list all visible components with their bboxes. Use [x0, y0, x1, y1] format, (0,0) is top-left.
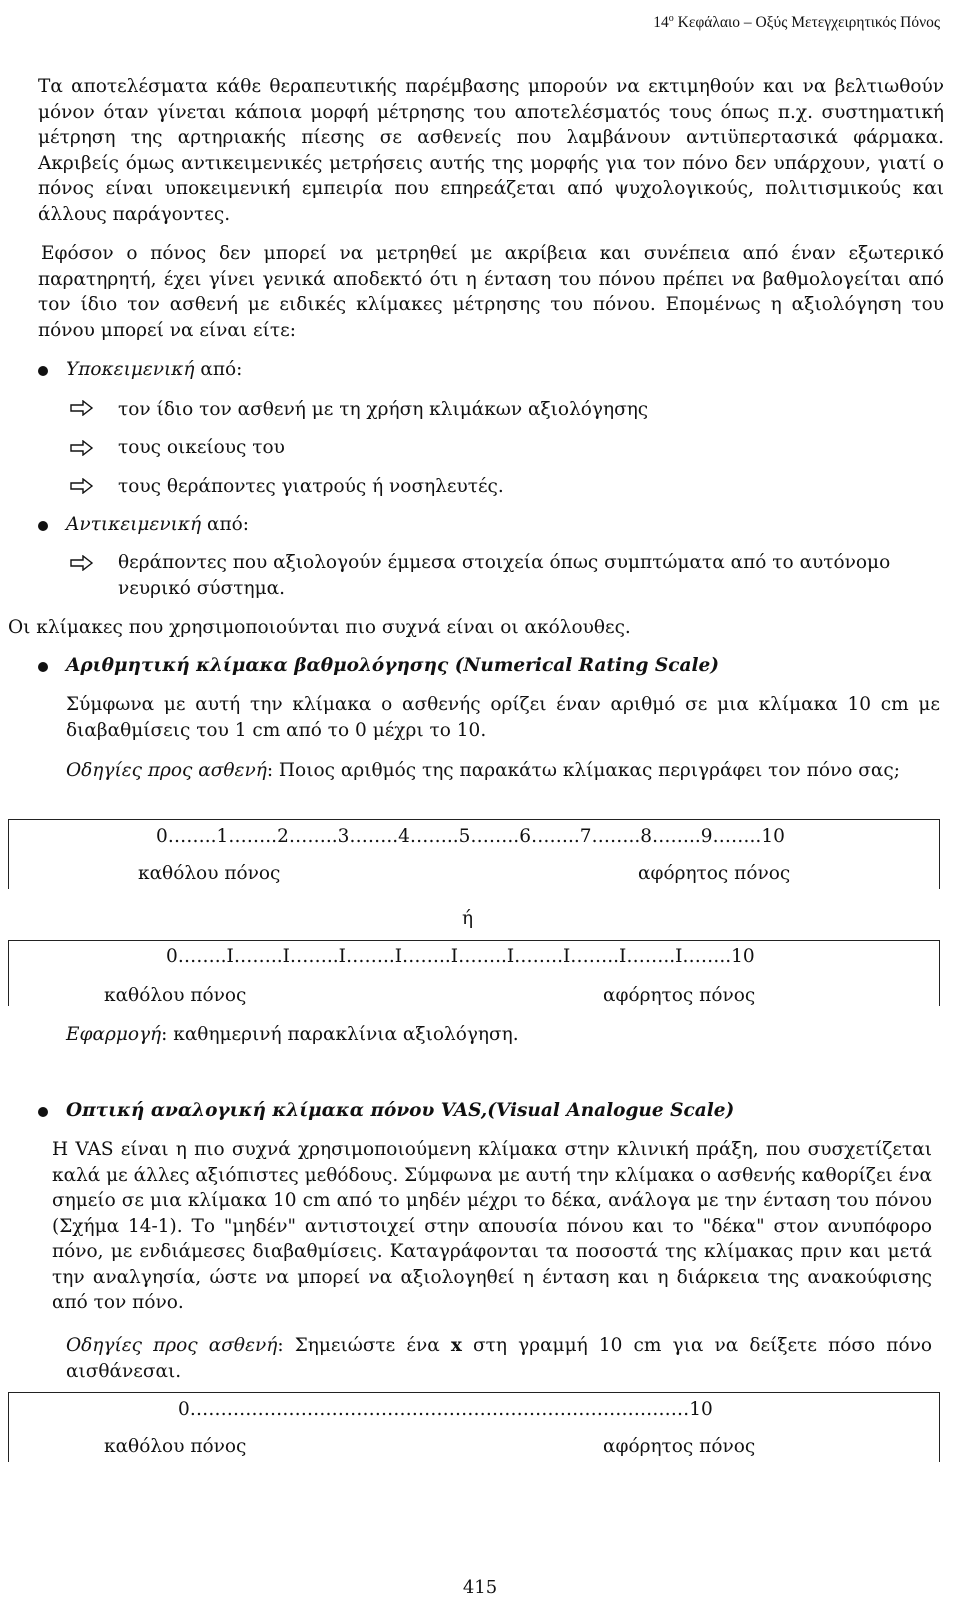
vas-description: Η VAS είναι η πιο συχνά χρησιμοποιούμενη κλίμακα στην κλινική πράξη, που συσχετίζεται καλά με άλλες αξιόπιστες μεθόδους. Σύμφωνα με αυτή την κλίμακα ο ασθενής καθορίζει ένα σημείο σε μια κλίμακα 10 cm από το μηδέν μέχρι το δέκα, ανάλογα με την ένταση του πόνου (Σχήμα 14-1). Το "μηδέν" αντιστοιχεί στην απουσία πόνου και το "δέκα" στον ανυπόφορο πόνο, με ενδιάμεσες διαβαθμίσεις. Καταγράφονται τα ποσοστά της κλίμακας πριν και μετά την αναλγησία, ώστε να μπορεί να αξιολογηθεί η ένταση και η διάρκεια της ανακούφισης από τον πόνο. — [52, 1139, 932, 1313]
objective-item: θεράποντες που αξιολογούν έμμεσα στοιχεία όπως συμπτώματα από το αυτόνομο νευρικό σύστημα. — [118, 552, 891, 599]
arrow-icon — [70, 555, 94, 571]
subjective-suffix: από: — [194, 359, 243, 380]
subjective-term: Υποκειμενική — [66, 359, 195, 380]
bullet-dot — [38, 662, 48, 672]
box-rule — [8, 1392, 940, 1393]
vas-left-label: καθόλου πόνος — [104, 1436, 247, 1457]
subjective-item: τους θεράποντες γιατρούς ή νοσηλευτές. — [118, 476, 504, 497]
nrs-heading: Αριθμητική κλίμακα βαθμολόγησης (Numerical Rating Scale) — [66, 655, 720, 676]
nrs-description: Σύμφωνα με αυτή την κλίμακα ο ασθενής ορίζει έναν αριθμό σε μια κλίμακα 10 cm με διαβαθμίσεις του 1 cm από το 0 μέχρι το 10. — [66, 694, 940, 741]
box-side — [8, 1392, 9, 1462]
nrs-instructions-text: : Ποιος αριθμός της παρακάτω κλίμακας περιγράφει τον πόνο σας; — [266, 760, 900, 781]
intro-paragraph-2: Εφόσον ο πόνος δεν μπορεί να μετρηθεί με ακρίβεια και συνέπεια από έναν εξωτερικό παρατηρητή, έχει γίνει γενικά αποδεκτό ότι η ένταση του πόνου πρέπει να βαθμολογείται από τον ίδιο τον ασθενή με ειδικές κλίμακες μέτρησης του πόνου. Επομένως η αξιολόγηση του πόνου μπορεί να είναι είτε: — [38, 243, 944, 341]
nrs-application-text: : καθημερινή παρακλίνια αξιολόγηση. — [161, 1024, 519, 1045]
nrs-numeric-scale: 0……..1……..2……..3……..4……..5……..6……..7……..8……..9……..10 — [156, 826, 785, 847]
chapter-title: Κεφάλαιο – Οξύς Μετεγχειρητικός Πόνος — [673, 14, 940, 32]
box-side — [8, 819, 9, 889]
chapter-number: 14 — [653, 14, 669, 32]
page-number: 415 — [462, 1577, 498, 1598]
box-rule — [8, 819, 940, 820]
subjective-heading — [66, 357, 242, 383]
intro-paragraph-1: Τα αποτελέσματα κάθε θεραπευτικής παρέμβασης μπορούν να εκτιμηθούν και να βελτιωθούν μόνον όταν γίνεται κάποια μορφή μέτρησης του αποτελέσματός τους όπως π.χ. συστηματική μέτρηση της αρτηριακής πίεσης σε ασθενείς που λαμβάνουν αντιϋπερτασικά φάρμακα. Ακριβείς όμως αντικειμενικές μετρήσεις αυτής της μορφής για τον πόνο δεν υπάρχουν, γιατί ο πόνος είναι υποκειμενική εμπειρία που επηρεάζεται από ψυχολογικούς, πολιτισμικούς και άλλους παράγοντες. — [38, 76, 944, 225]
bullet-dot — [38, 366, 48, 376]
objective-heading — [66, 512, 249, 538]
bullet-dot — [38, 521, 48, 531]
nrs-left-label: καθόλου πόνος — [138, 863, 281, 884]
objective-term: Αντικειμενική — [66, 514, 202, 535]
bullet-dot — [38, 1107, 48, 1117]
vas-instructions-x: x — [450, 1335, 462, 1356]
box-side — [939, 819, 940, 889]
arrow-icon — [70, 440, 94, 456]
vas-instructions-pre: : Σημειώστε ένα — [277, 1335, 451, 1356]
nrs-right-label: αφόρητος πόνος — [638, 863, 791, 884]
common-scales-text: Οι κλίμακες που χρησιμοποιούνται πιο συχνά είναι οι ακόλουθες. — [8, 617, 631, 638]
objective-suffix: από: — [201, 514, 249, 535]
box-rule — [8, 940, 940, 941]
vas-instructions — [66, 1333, 932, 1384]
running-header — [653, 6, 940, 36]
vas-instructions-post: στη γραμμή 10 cm για να δείξετε πόσο πόνο αισθάνεσαι. — [66, 1335, 932, 1382]
vas-right-label: αφόρητος πόνος — [603, 1436, 756, 1457]
vas-instructions-label: Οδηγίες προς ασθενή — [66, 1335, 278, 1356]
arrow-icon — [70, 400, 94, 416]
nrs-application-label: Εφαρμογή — [66, 1024, 162, 1045]
vas-heading: Οπτική αναλογική κλίμακα πόνου VAS,(Visual Analogue Scale) — [66, 1100, 735, 1121]
nrs-left-label-2: καθόλου πόνος — [104, 985, 247, 1006]
box-side — [939, 940, 940, 1006]
nrs-right-label-2: αφόρητος πόνος — [603, 985, 756, 1006]
box-side — [939, 1392, 940, 1462]
or-text: ή — [462, 908, 474, 929]
nrs-instructions-label: Οδηγίες προς ασθενή — [66, 760, 267, 781]
nrs-instructions — [66, 758, 940, 784]
subjective-item: τον ίδιο τον ασθενή με τη χρήση κλιμάκων αξιολόγησης — [118, 399, 649, 420]
nrs-application — [66, 1022, 519, 1048]
chapter-sup: ο — [668, 13, 674, 24]
arrow-icon — [70, 478, 94, 494]
vas-scale-line: 0………………………………………………………………………10 — [178, 1399, 713, 1420]
nrs-tick-scale: 0……..I……..I……..I……..I……..I……..I……..I……..I……..I……..10 — [166, 946, 755, 967]
subjective-item: τους οικείους του — [118, 437, 285, 458]
box-side — [8, 940, 9, 1006]
